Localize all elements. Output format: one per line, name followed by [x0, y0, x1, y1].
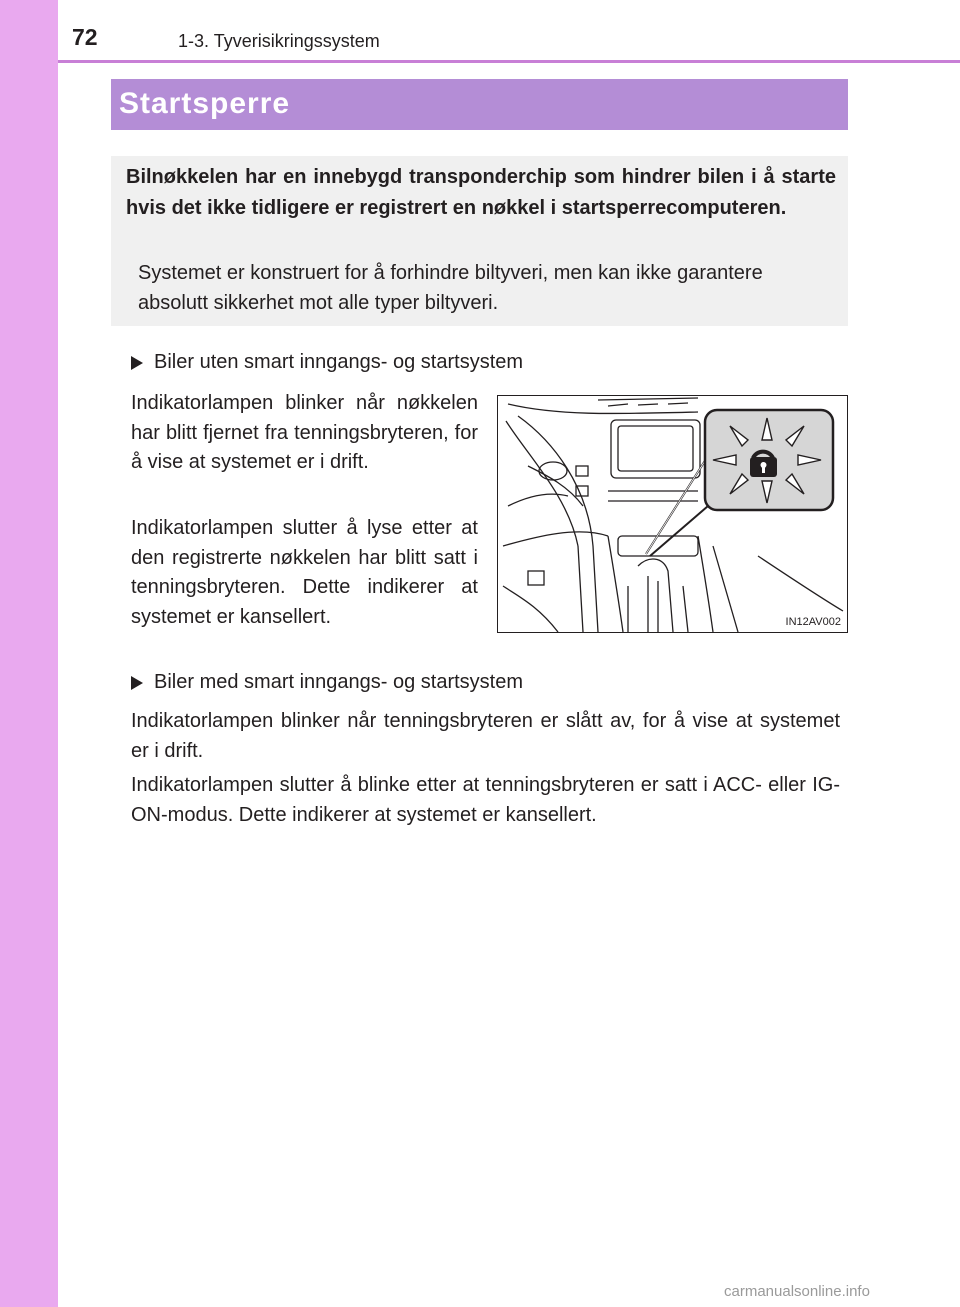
- watermark: carmanualsonline.info: [724, 1283, 870, 1300]
- triangle-bullet-icon: [131, 676, 143, 690]
- section2-paragraph-1: Indikatorlampen blinker når tenningsbryteren er slått av, for å vise at systemet er i drift.: [131, 710, 840, 762]
- header-divider: [58, 60, 960, 63]
- dashboard-illustration: [497, 395, 848, 633]
- section2-heading: [131, 671, 523, 694]
- intro-note-text: Systemet er konstruert for å forhindre biltyveri, men kan ikke garantere absolutt sikkerhet mot alle typer biltyveri.: [138, 262, 763, 314]
- section2-paragraph-2: Indikatorlampen slutter å blinke etter at tenningsbryteren er satt i ACC- eller IG-ON-modus. Dette indikerer at systemet er kansellert.: [131, 774, 840, 826]
- section1-heading-text: Biler uten smart inngangs- og startsystem: [154, 351, 524, 373]
- intro-bold-text: Bilnøkkelen har en innebygd transponderchip som hindrer bilen i å starte hvis det ikke tidligere er registrert en nøkkel i startsperrecomputeren.: [126, 166, 836, 219]
- page-number: 72: [72, 24, 98, 50]
- section-breadcrumb: 1-3. Tyverisikringssystem: [178, 31, 380, 51]
- triangle-bullet-icon: [131, 356, 143, 370]
- title-banner: [111, 79, 848, 130]
- side-tab-bar: [0, 0, 58, 1307]
- figure-code: IN12AV002: [785, 616, 841, 628]
- intro-box: [111, 156, 848, 326]
- page-title: Startsperre: [119, 87, 291, 120]
- section2-heading-text: Biler med smart inngangs- og startsystem: [154, 671, 524, 693]
- section1-paragraph-1: Indikatorlampen blinker når nøkkelen har blitt fjernet fra tenningsbryteren, for å vise at systemet er i drift.: [131, 392, 478, 474]
- section1-heading: [131, 351, 523, 374]
- section1-paragraph-2: Indikatorlampen slutter å lyse etter at den registrerte nøkkelen har blitt satt i tenningsbryteren. Dette indikerer at systemet er kansellert.: [131, 517, 478, 628]
- dashboard-drawing: [498, 396, 847, 632]
